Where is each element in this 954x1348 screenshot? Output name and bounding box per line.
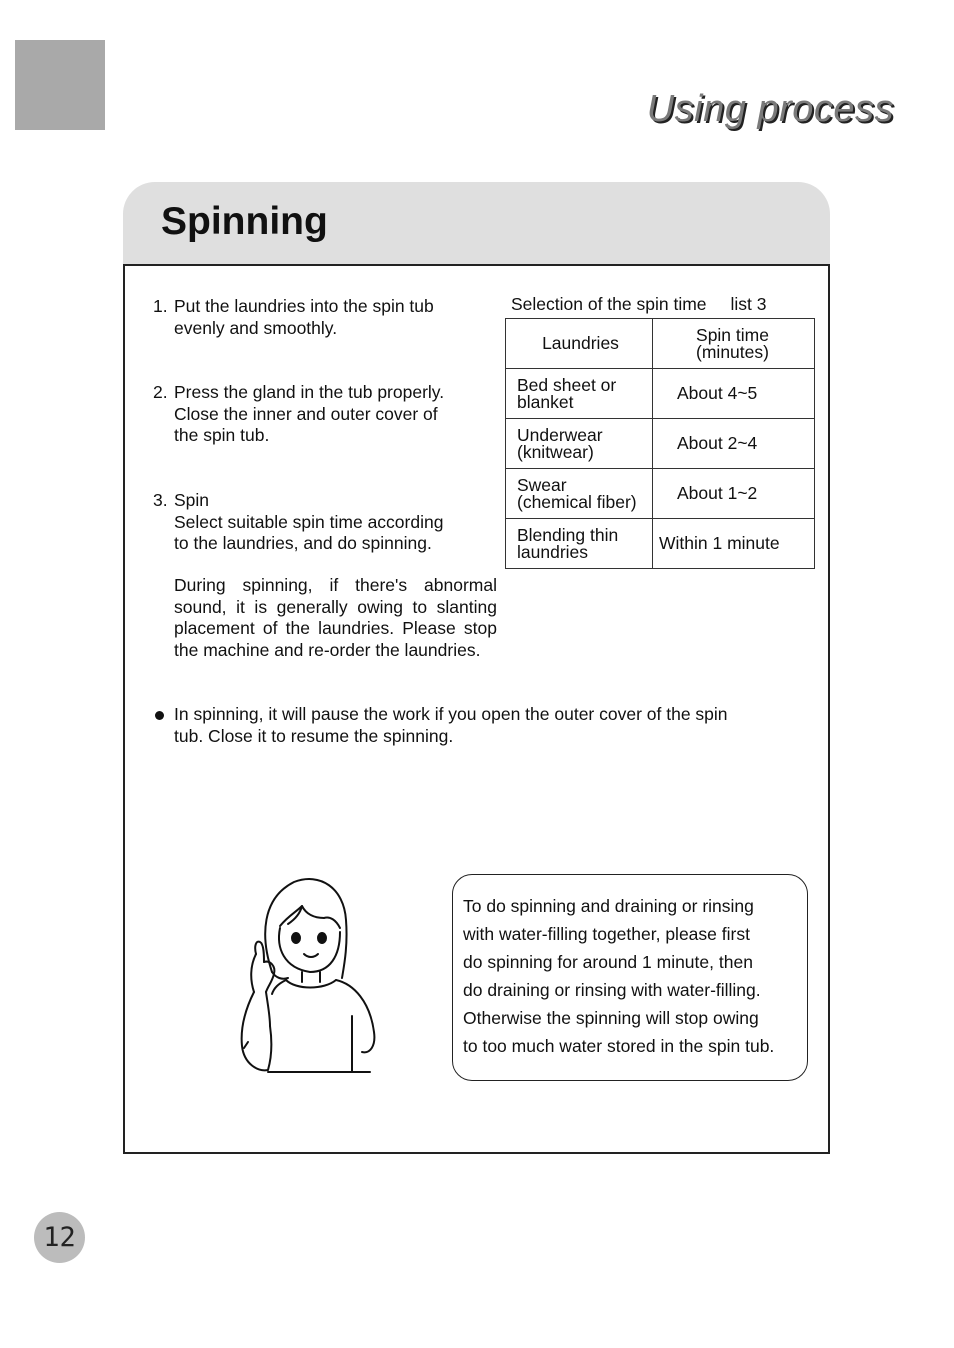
section-title: Spinning — [161, 200, 328, 243]
laundry-line: (chemical fiber) — [517, 491, 637, 512]
laundry-line: Underwear — [517, 424, 603, 445]
time-cell: Within 1 minute — [653, 519, 815, 569]
tip-line: Otherwise the spinning will stop owing — [463, 1008, 759, 1028]
time-cell: About 2~4 — [653, 419, 815, 469]
table-caption — [511, 294, 767, 315]
pause-note-line: In spinning, it will pause the work if you open the outer cover of the spin — [174, 704, 728, 724]
step-3-text — [174, 490, 443, 555]
spinning-tip-box — [452, 874, 808, 1081]
step-1-number: 1. — [153, 296, 168, 316]
step-1-line: Put the laundries into the spin tub — [174, 296, 434, 316]
table-row — [506, 469, 815, 519]
page-header-title: Using process — [646, 88, 894, 130]
bullet-dot — [155, 711, 164, 720]
corner-tab-marker — [15, 40, 105, 130]
time-cell: About 1~2 — [653, 469, 815, 519]
tip-line: to too much water stored in the spin tub. — [463, 1036, 775, 1056]
table-row — [506, 369, 815, 419]
step-2-number: 2. — [153, 382, 168, 402]
abnormal-sound-paragraph: During spinning, if there's abnormal sound, it is generally owing to slanting placement of the laundries. Please stop the machine and re-order the laundries. — [174, 575, 497, 660]
laundry-line: Bed sheet or — [517, 374, 617, 395]
woman-pointing-illustration — [232, 876, 382, 1076]
header-spin-time-unit: (minutes) — [696, 341, 769, 362]
table-header-row — [506, 319, 815, 369]
tip-line: do spinning for around 1 minute, then — [463, 952, 753, 972]
laundry-line: Swear — [517, 474, 567, 495]
pause-note-line: tub. Close it to resume the spinning. — [174, 725, 454, 746]
laundry-line: (knitwear) — [517, 441, 594, 462]
header-spin-time-label: Spin time — [696, 324, 769, 345]
step-2-line: Press the gland in the tub properly. — [174, 382, 445, 402]
laundry-cell — [506, 469, 653, 519]
time-cell: About 4~5 — [653, 369, 815, 419]
step-3-line: to the laundries, and do spinning. — [174, 533, 432, 553]
table-list-label: list 3 — [730, 294, 767, 314]
spinning-tip-text — [463, 892, 774, 1060]
spin-time-table — [505, 318, 815, 569]
table-row — [506, 519, 815, 569]
section-header-tab — [123, 182, 830, 266]
step-3-title: Spin — [174, 490, 210, 510]
step-2-line: the spin tub. — [174, 425, 270, 445]
header-laundries — [506, 319, 653, 369]
step-3-line: Select suitable spin time according — [174, 511, 444, 532]
tip-line: with water-filling together, please first — [463, 924, 750, 944]
header-laundries-label: Laundries — [542, 333, 619, 353]
step-1-text — [174, 296, 434, 339]
page-number: 12 — [34, 1212, 85, 1263]
laundry-line: laundries — [517, 541, 589, 562]
laundry-line: Blending thin — [517, 524, 619, 545]
step-2-line: Close the inner and outer cover of — [174, 403, 438, 424]
laundry-cell — [506, 519, 653, 569]
step-3-number: 3. — [153, 490, 168, 510]
table-row — [506, 419, 815, 469]
tip-line: To do spinning and draining or rinsing — [463, 896, 754, 916]
table-caption-text: Selection of the spin time — [511, 294, 707, 314]
step-1-line: evenly and smoothly. — [174, 317, 338, 338]
laundry-line: blanket — [517, 391, 574, 412]
pause-note — [174, 704, 728, 747]
step-2-text — [174, 382, 444, 447]
tip-line: do draining or rinsing with water-filling. — [463, 980, 761, 1000]
laundry-cell — [506, 369, 653, 419]
laundry-cell — [506, 419, 653, 469]
header-spin-time — [653, 319, 815, 369]
